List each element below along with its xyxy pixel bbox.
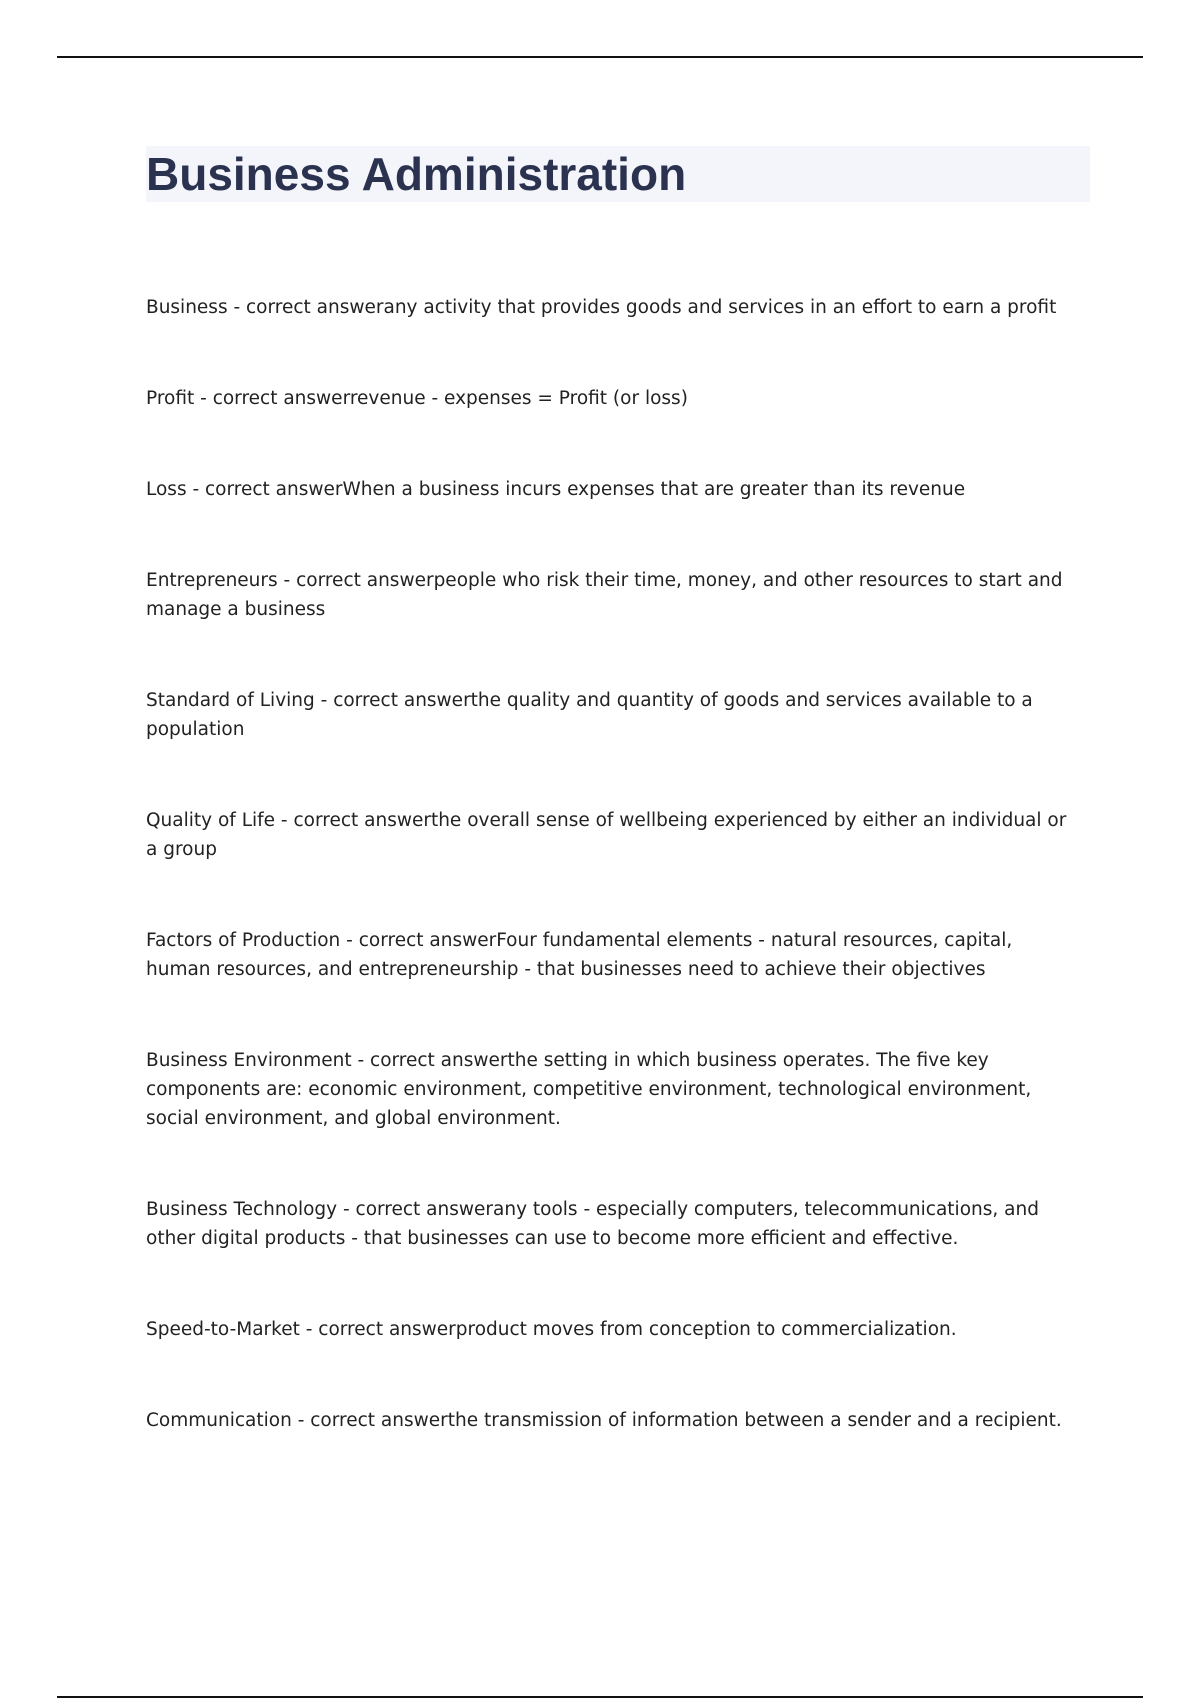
- definition-entry-business: Business - correct answerany activity that provides goods and services in an effort to earn a profit: [146, 297, 1057, 318]
- definition-entry-loss: Loss - correct answerWhen a business incurs expenses that are greater than its revenue: [146, 479, 966, 500]
- definition-entry-profit: Profit - correct answerrevenue - expenses = Profit (or loss): [146, 388, 688, 409]
- footer-rule: [57, 1696, 1143, 1698]
- definition-entry-communication: Communication - correct answerthe transmission of information between a sender and a recipient.: [146, 1410, 1062, 1431]
- definition-entry-business-environment: Business Environment - correct answerthe setting in which business operates. The five key components are: economic environment, competitive environment, technological environment, social environment, and global environment.: [146, 1050, 1032, 1129]
- definition-entry-entrepreneurs: Entrepreneurs - correct answerpeople who risk their time, money, and other resources to start and manage a business: [146, 570, 1063, 620]
- header-rule: [57, 56, 1143, 58]
- definition-entry-standard-of-living: Standard of Living - correct answerthe quality and quantity of goods and services available to a population: [146, 690, 1033, 740]
- definition-entry-speed-to-market: Speed-to-Market - correct answerproduct moves from conception to commercialization.: [146, 1319, 957, 1340]
- definition-entry-business-technology: Business Technology - correct answerany tools - especially computers, telecommunications, and other digital products - that businesses can use to become more efficient and effective.: [146, 1199, 1039, 1249]
- definition-list: [146, 293, 1076, 1435]
- definition-entry-factors-of-production: Factors of Production - correct answerFour fundamental elements - natural resources, capital, human resources, and entrepreneurship - that businesses need to achieve their objectives: [146, 930, 1013, 980]
- page-title: Business Administration: [146, 148, 687, 200]
- definition-entry-quality-of-life: Quality of Life - correct answerthe overall sense of wellbeing experienced by either an individual or a group: [146, 810, 1067, 860]
